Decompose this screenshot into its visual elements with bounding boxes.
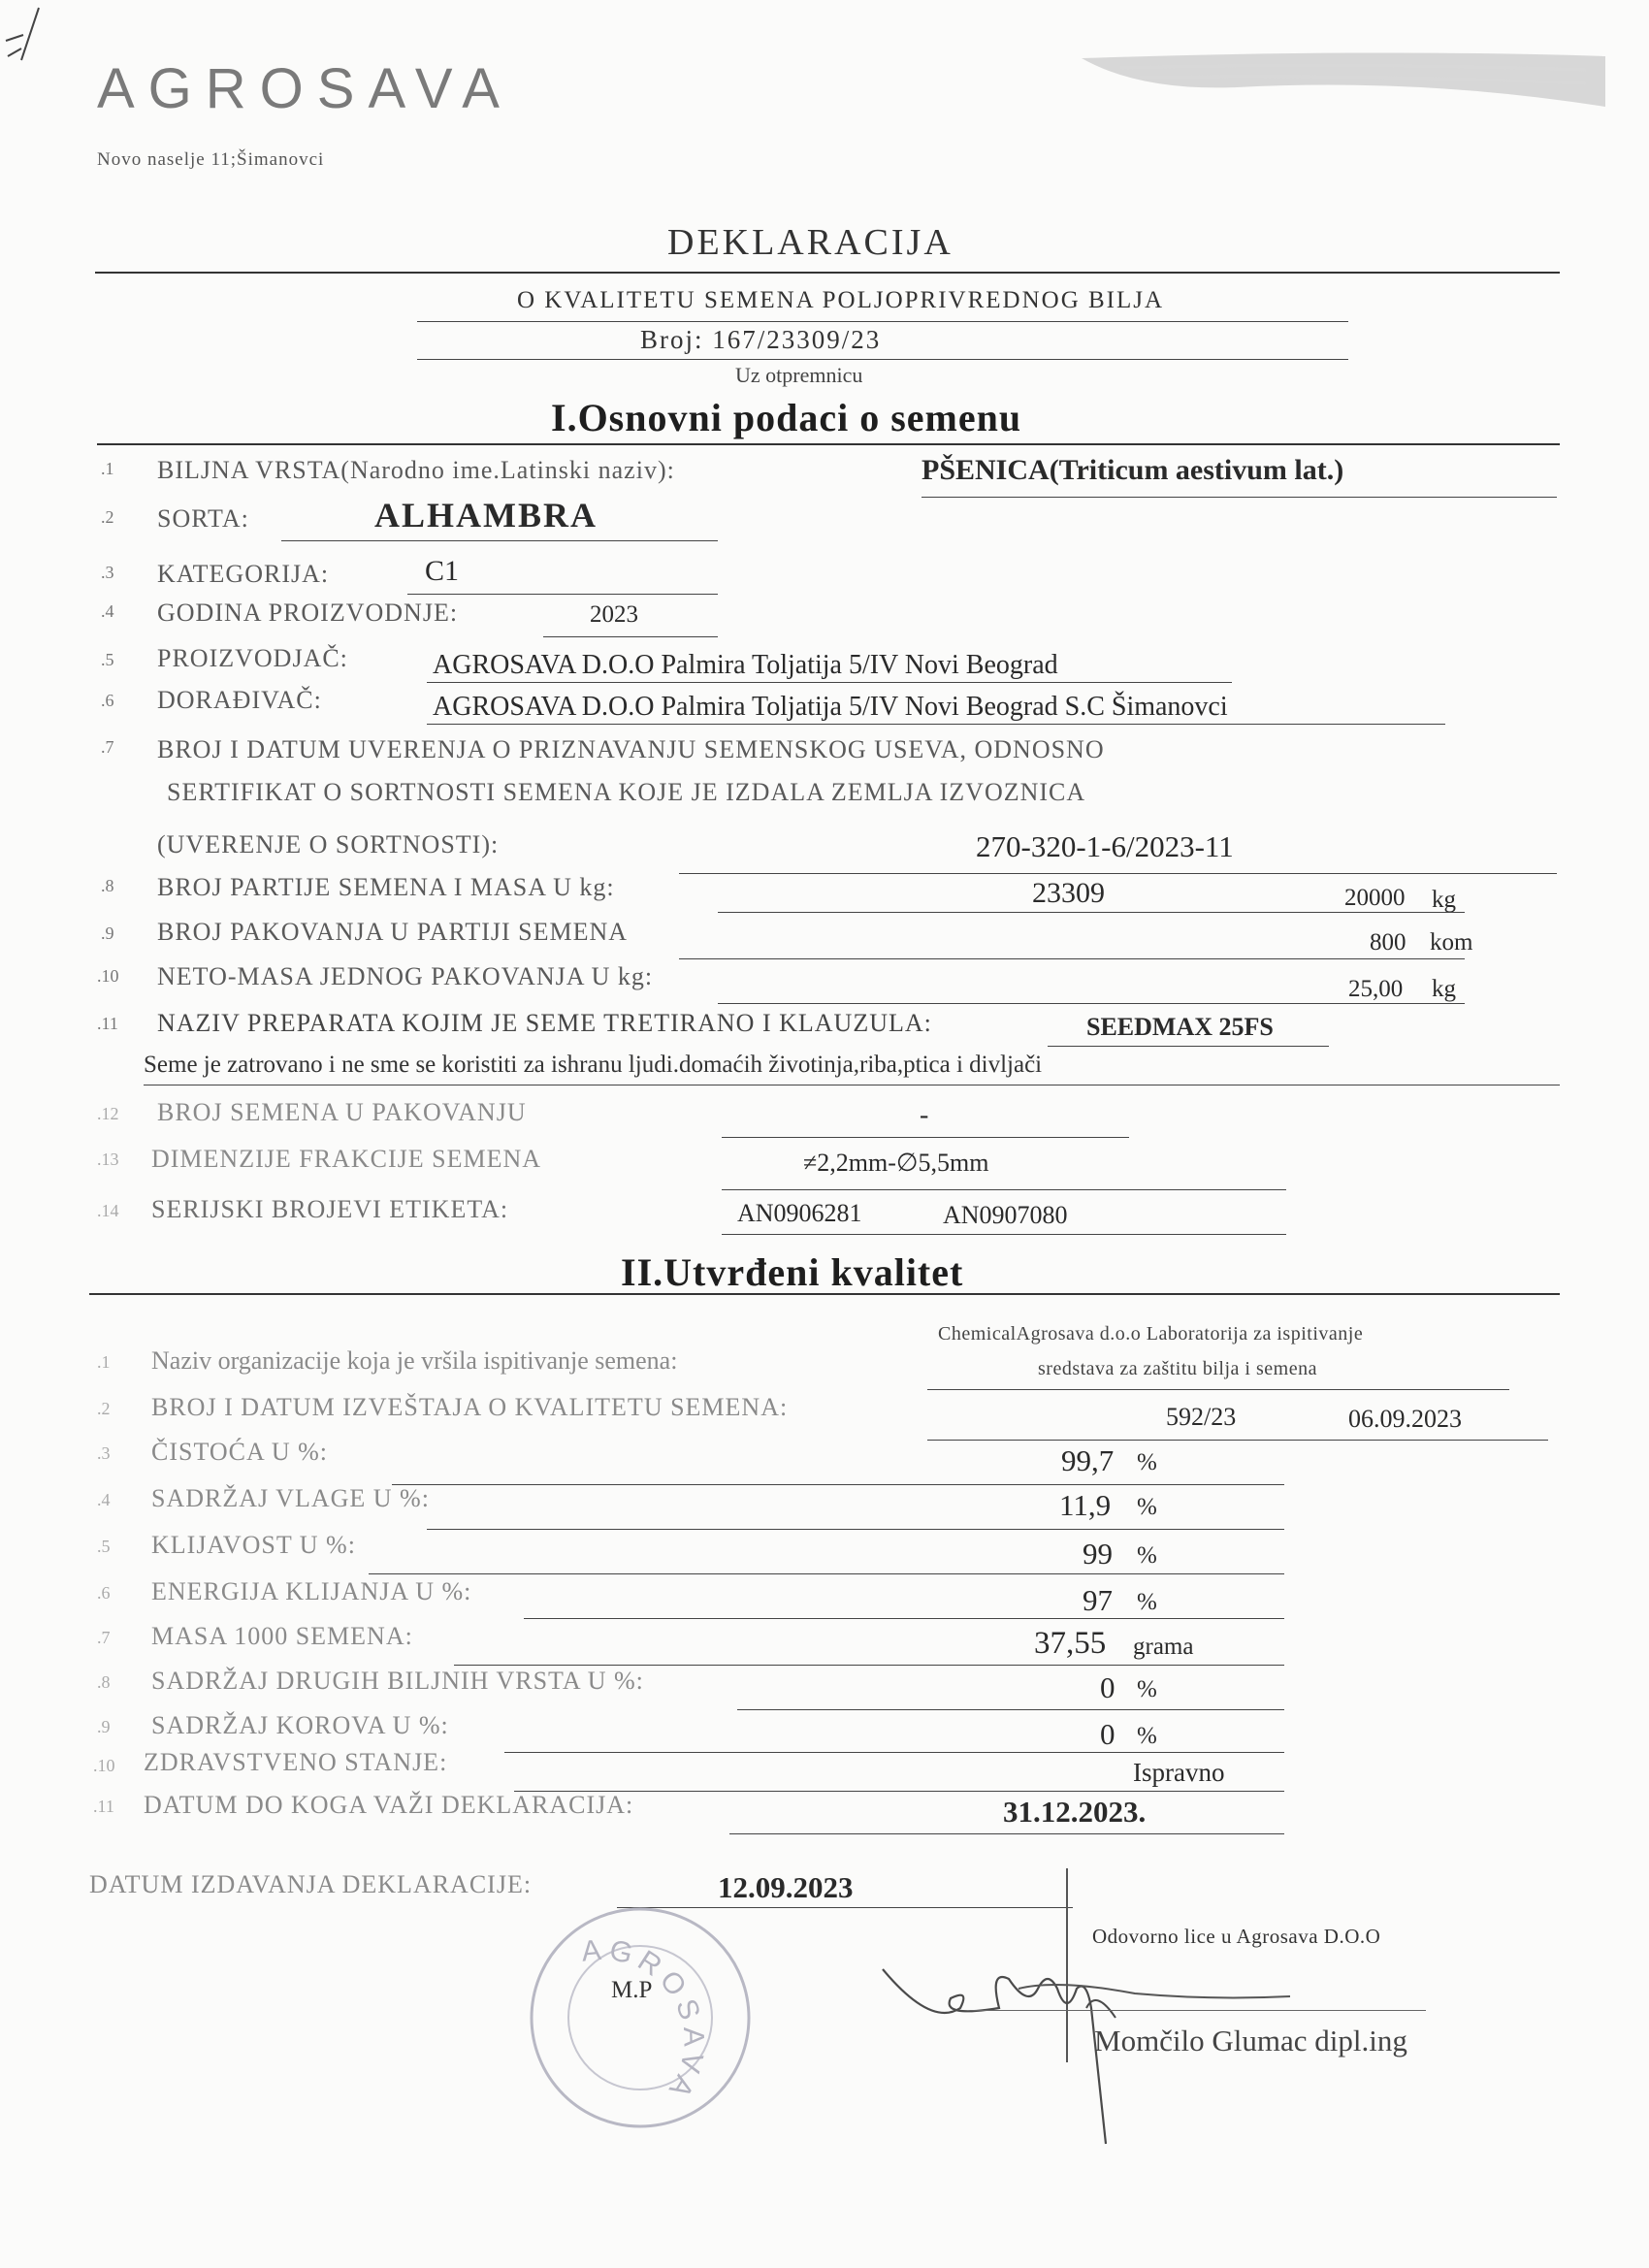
row-label: NETO-MASA JEDNOG PAKOVANJA U kg: bbox=[157, 962, 654, 990]
row-label: SADRŽAJ KOROVA U %: bbox=[151, 1711, 449, 1739]
row-label: DORAĐIVAČ: bbox=[157, 686, 322, 714]
valid-until-value: 31.12.2023. bbox=[1003, 1795, 1147, 1829]
health-status-value: Ispravno bbox=[1133, 1758, 1225, 1787]
weeds-value: 0 bbox=[1100, 1717, 1116, 1751]
field-underline bbox=[281, 540, 718, 541]
row-number: .5 bbox=[101, 650, 114, 669]
row-number: .11 bbox=[97, 1014, 118, 1033]
year-value: 2023 bbox=[590, 601, 638, 628]
label-serial-start: AN0906281 bbox=[737, 1199, 862, 1227]
field-underline bbox=[1048, 1046, 1329, 1047]
field-underline bbox=[679, 958, 1465, 959]
subtitle-rule bbox=[417, 321, 1348, 322]
field-underline bbox=[407, 594, 718, 595]
section1-heading: I.Osnovni podaci o semenu bbox=[551, 396, 1022, 439]
lot-number-value: 23309 bbox=[1032, 877, 1105, 909]
document-subtitle: O KVALITETU SEMENA POLJOPRIVREDNOG BILJA bbox=[517, 287, 1165, 313]
field-underline bbox=[737, 1709, 1284, 1710]
row-number: .7 bbox=[97, 1628, 111, 1647]
row-number: .6 bbox=[101, 691, 114, 710]
row-label: BROJ PAKOVANJA U PARTIJI SEMENA bbox=[157, 918, 629, 946]
row-number: .8 bbox=[101, 876, 114, 895]
lab-name-line2: sredstava za zaštitu bilja i semena bbox=[1038, 1358, 1317, 1379]
packages-unit: kom bbox=[1430, 929, 1473, 956]
row-number: .4 bbox=[97, 1490, 111, 1509]
row-label: BROJ I DATUM UVERENJA O PRIZNAVANJU SEMENSKOG USEVA, ODNOSNO bbox=[157, 735, 1105, 763]
row-label: Naziv organizacije koja je vršila ispitivanje semena: bbox=[151, 1346, 678, 1375]
row-number: .12 bbox=[97, 1104, 119, 1123]
row-number: .1 bbox=[101, 459, 114, 478]
label-serial-end: AN0907080 bbox=[943, 1201, 1068, 1229]
treatment-warning: Seme je zatrovano i ne sme se koristiti za ishranu ljudi.domaćih životinja,riba,ptica i divljači bbox=[144, 1052, 1043, 1078]
row-number: .5 bbox=[97, 1537, 111, 1556]
treatment-value: SEEDMAX 25FS bbox=[1086, 1013, 1274, 1041]
row-number: .7 bbox=[101, 737, 114, 757]
thousand-seed-mass-unit: grama bbox=[1133, 1634, 1194, 1660]
row-number: .13 bbox=[97, 1150, 119, 1169]
report-date-value: 06.09.2023 bbox=[1348, 1405, 1462, 1433]
category-value: C1 bbox=[425, 555, 460, 587]
title-rule bbox=[95, 272, 1560, 274]
document-number: Broj: 167/23309/23 bbox=[640, 325, 882, 354]
company-address: Novo naselje 11;Šimanovci bbox=[97, 149, 325, 170]
field-underline bbox=[524, 1618, 1284, 1619]
stamp-mark: M.P bbox=[611, 1977, 653, 2003]
document-title: DEKLARACIJA bbox=[667, 222, 954, 263]
row-number: .1 bbox=[97, 1352, 111, 1372]
field-underline bbox=[427, 724, 1445, 725]
packages-value: 800 bbox=[1370, 929, 1406, 956]
row-label: DIMENZIJE FRAKCIJE SEMENA bbox=[151, 1145, 541, 1173]
field-underline bbox=[454, 1665, 1284, 1666]
row-number: .8 bbox=[97, 1672, 111, 1692]
package-mass-unit: kg bbox=[1432, 976, 1456, 1002]
lot-mass-unit: kg bbox=[1432, 887, 1456, 913]
row-label: BROJ PARTIJE SEMENA I MASA U kg: bbox=[157, 873, 615, 901]
field-underline bbox=[679, 873, 1557, 874]
issue-date-value: 12.09.2023 bbox=[718, 1870, 854, 1904]
row-label: KATEGORIJA: bbox=[157, 560, 330, 588]
fraction-value: ≠2,2mm-∅5,5mm bbox=[803, 1149, 989, 1177]
package-mass-value: 25,00 bbox=[1348, 976, 1404, 1002]
weeds-unit: % bbox=[1137, 1723, 1157, 1749]
field-underline bbox=[718, 1003, 1465, 1004]
field-underline bbox=[722, 1189, 1286, 1190]
number-rule bbox=[417, 359, 1348, 360]
row-label: PROIZVODJAČ: bbox=[157, 644, 348, 672]
purity-unit: % bbox=[1137, 1449, 1157, 1475]
row-number: .9 bbox=[101, 923, 114, 943]
moisture-value: 11,9 bbox=[1059, 1488, 1112, 1522]
stamp-lettering: AGROSAVA bbox=[580, 1933, 710, 2108]
field-underline bbox=[922, 497, 1557, 498]
field-underline bbox=[543, 636, 718, 637]
row-number: .11 bbox=[93, 1797, 114, 1816]
row-number: .10 bbox=[97, 966, 119, 986]
row-label: ZDRAVSTVENO STANJE: bbox=[144, 1748, 448, 1776]
row-label: SADRŽAJ DRUGIH BILJNIH VRSTA U %: bbox=[151, 1667, 644, 1695]
lab-name-line1: ChemicalAgrosava d.o.o Laboratorija za ispitivanje bbox=[938, 1323, 1364, 1345]
section2-heading: II.Utvrđeni kvalitet bbox=[621, 1250, 964, 1294]
responsible-person-label: Odovorno lice u Agrosava D.O.O bbox=[1092, 1925, 1381, 1948]
field-underline bbox=[504, 1752, 1284, 1753]
signature-rule bbox=[970, 2010, 1426, 2011]
germination-unit: % bbox=[1137, 1542, 1157, 1569]
moisture-unit: % bbox=[1137, 1494, 1157, 1520]
field-underline bbox=[927, 1440, 1548, 1441]
row-label: BILJNA VRSTA(Narodno ime.Latinski naziv): bbox=[157, 456, 675, 484]
row-number: .3 bbox=[97, 1443, 111, 1463]
lot-mass-value: 20000 bbox=[1344, 885, 1406, 911]
row-label: NAZIV PREPARATA KOJIM JE SEME TRETIRANO I KLAUZULA: bbox=[157, 1009, 932, 1037]
document-note: Uz otpremnicu bbox=[735, 363, 863, 387]
seeds-per-package-value: - bbox=[920, 1100, 929, 1130]
germination-energy-unit: % bbox=[1137, 1589, 1157, 1615]
processor-value: AGROSAVA D.O.O Palmira Toljatija 5/IV Novi Beograd S.C Šimanovci bbox=[433, 692, 1228, 722]
field-underline bbox=[369, 1573, 1284, 1574]
row-number: .9 bbox=[97, 1717, 111, 1736]
field-underline bbox=[729, 1833, 1284, 1834]
section1-rule bbox=[97, 443, 1560, 445]
row-label: SORTA: bbox=[157, 504, 249, 533]
row-number: .10 bbox=[93, 1756, 115, 1775]
section2-rule bbox=[89, 1293, 1560, 1295]
species-value: PŠENICA(Triticum aestivum lat.) bbox=[922, 454, 1344, 486]
field-underline bbox=[392, 1484, 1284, 1485]
field-underline bbox=[427, 1529, 1284, 1530]
thousand-seed-mass-value: 37,55 bbox=[1034, 1626, 1107, 1661]
row-number: .6 bbox=[97, 1583, 111, 1603]
field-underline bbox=[722, 1137, 1129, 1138]
field-underline bbox=[718, 912, 1465, 913]
svg-text:AGROSAVA bbox=[567, 1898, 747, 2116]
producer-value: AGROSAVA D.O.O Palmira Toljatija 5/IV Novi Beograd bbox=[433, 650, 1058, 680]
row-number: .2 bbox=[97, 1399, 111, 1418]
row-label: ČISTOĆA U %: bbox=[151, 1438, 328, 1466]
row-label-line3: (UVERENJE O SORTNOSTI): bbox=[157, 830, 500, 859]
field-underline bbox=[427, 682, 1232, 683]
corner-mark-icon bbox=[0, 0, 58, 78]
row-label: DATUM DO KOGA VAŽI DEKLARACIJA: bbox=[144, 1791, 634, 1819]
stamp-icon bbox=[524, 1901, 757, 2134]
row-number: .3 bbox=[101, 563, 114, 582]
germination-energy-value: 97 bbox=[1083, 1583, 1113, 1617]
certificate-value: 270-320-1-6/2023-11 bbox=[976, 829, 1234, 863]
company-logo: AGROSAVA bbox=[97, 57, 513, 120]
variety-value: ALHAMBRA bbox=[374, 496, 598, 535]
row-label: SERIJSKI BROJEVI ETIKETA: bbox=[151, 1195, 509, 1223]
issue-date-label: DATUM IZDAVANJA DEKLARACIJE: bbox=[89, 1870, 533, 1898]
purity-value: 99,7 bbox=[1061, 1443, 1115, 1477]
row-label: KLIJAVOST U %: bbox=[151, 1531, 356, 1559]
row-number: .4 bbox=[101, 601, 114, 621]
row-number: .14 bbox=[97, 1201, 119, 1220]
other-species-value: 0 bbox=[1100, 1670, 1116, 1704]
row-label: SADRŽAJ VLAGE U %: bbox=[151, 1484, 430, 1512]
field-underline bbox=[722, 1234, 1286, 1235]
row-label: GODINA PROIZVODNJE: bbox=[157, 599, 459, 627]
row-number: .2 bbox=[101, 507, 114, 527]
field-underline bbox=[927, 1389, 1509, 1390]
report-number-value: 592/23 bbox=[1166, 1403, 1237, 1431]
row-label: BROJ I DATUM IZVEŠTAJA O KVALITETU SEMENA: bbox=[151, 1393, 789, 1421]
other-species-unit: % bbox=[1137, 1676, 1157, 1702]
germination-value: 99 bbox=[1083, 1537, 1113, 1571]
row-label-line2: SERTIFIKAT O SORTNOSTI SEMENA KOJE JE IZDALA ZEMLJA IZVOZNICA bbox=[167, 778, 1086, 806]
row-label: MASA 1000 SEMENA: bbox=[151, 1622, 413, 1650]
signatory-name: Momčilo Glumac dipl.ing bbox=[1094, 2024, 1407, 2057]
row-label: BROJ SEMENA U PAKOVANJU bbox=[157, 1098, 527, 1126]
row-label: ENERGIJA KLIJANJA U %: bbox=[151, 1577, 472, 1605]
